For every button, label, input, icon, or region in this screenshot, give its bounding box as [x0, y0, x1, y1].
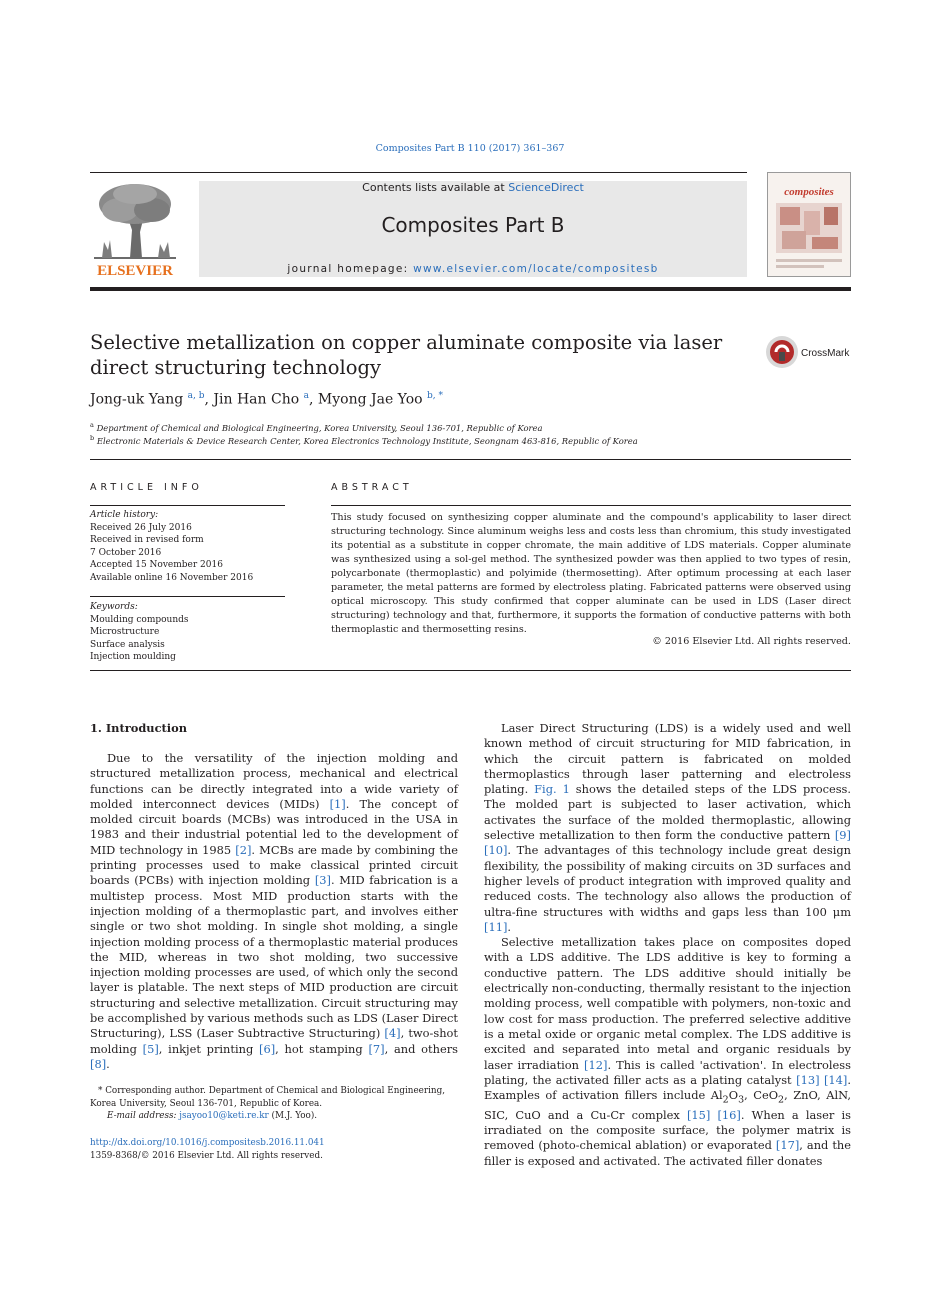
contents-line — [199, 181, 747, 194]
subscript: 2 — [722, 1094, 729, 1106]
text-run: shows the detailed steps of the LDS process. The molded part is subjected to laser activation, which activates the surface of the molded thermoplastic, allowing selective metallization to then form the conductive pattern — [484, 782, 852, 843]
subscript: 2 — [778, 1094, 785, 1106]
affiliation-key: a — [90, 421, 94, 429]
email-line — [90, 1110, 458, 1123]
text-run: , inkjet printing — [158, 1041, 260, 1056]
cover-title: composites — [784, 186, 834, 198]
affiliation-key: b — [90, 434, 95, 442]
figure-link[interactable]: Fig. 1 — [534, 782, 570, 797]
citation-link[interactable]: [11] — [484, 919, 508, 934]
text-run: . The advantages of this technology include great design flexibility, the possibility of making circuits on 3D surfaces and higher levels of product integration with improved quality and reduced costs. The technology also allows the production of ultra-fine structures with widths and gaps less than 100 μm — [484, 843, 851, 919]
email-link[interactable]: jsayoo10@keti.re.kr — [179, 1111, 269, 1121]
subscript: 3 — [738, 1094, 745, 1106]
text-run: , hot stamping — [275, 1041, 369, 1056]
homepage-line — [199, 263, 747, 275]
citation-link[interactable]: [8] — [90, 1056, 107, 1071]
abstract-bottom-rule — [90, 670, 851, 671]
history-item: Accepted 15 November 2016 — [90, 560, 223, 570]
keywords-rule — [90, 596, 285, 597]
article-info-heading: ARTICLE INFO — [90, 482, 203, 493]
citation-link[interactable]: [5] — [142, 1041, 159, 1056]
citation-link[interactable]: [7] — [368, 1041, 385, 1056]
elsevier-wordmark: ELSEVIER — [97, 263, 173, 278]
citation-link[interactable]: [2] — [235, 842, 252, 857]
article-info-rule — [90, 505, 285, 506]
keyword-item: Surface analysis — [90, 639, 165, 650]
history-item: Received 26 July 2016 — [90, 522, 192, 533]
crossmark-icon — [765, 334, 855, 370]
author-affil-mark[interactable]: a — [303, 391, 309, 401]
text-run: . This is called 'activation'. In electroless plating, the activated filler acts as a plating catalyst — [484, 1057, 851, 1087]
citation-link[interactable]: [9] [10] — [484, 828, 851, 858]
history-label: Article history: — [90, 510, 159, 520]
text-run: Due to the versatility of the injection molding and structured metallization process, mechanical and electrical functions can be directly integrated into a wide variety of molded interconnect devices (MIDs) — [90, 751, 458, 811]
keyword-item: Microstructure — [90, 627, 160, 637]
crossmark-badge[interactable] — [765, 334, 855, 370]
article-history — [90, 509, 290, 584]
section-heading-introduction: 1. Introduction — [90, 721, 187, 735]
body-column-right — [484, 721, 851, 1169]
corresponding-author-note: * Corresponding author. Department of Chemical and Biological Engineering, Korea University, Seoul 136-701, Republic of Korea. — [90, 1086, 445, 1109]
citation-link[interactable]: [15] [16] — [686, 1107, 741, 1122]
text-run: Selective metallization takes place on composites doped with a LDS additive. The LDS additive is key to forming a conductive pattern. The LDS additive should initially be electrically non-conducting, thermally resistant to the injection molding process, well compatible with polymers, non-toxic and low cost for mass production. The preferred selective additive is a metal oxide or organic metal complex. The LDS additive is excited and separated into metal and organic residuals by laser irradiation — [484, 935, 851, 1072]
email-suffix: (M.J. Yoo). — [268, 1111, 318, 1121]
text-run: , and others — [384, 1041, 458, 1056]
keyword-item: Injection moulding — [90, 652, 176, 662]
author-name[interactable]: Jin Han Cho — [213, 391, 300, 408]
citation-link[interactable]: [3] — [314, 873, 331, 888]
text-run: . When a laser is irradiated on the composite surface, the polymer matrix is removed (photo-chemical ablation) or evaporated — [484, 1107, 851, 1153]
text-run: , and the filler is exposed and activated. The activated filler donates — [484, 1138, 852, 1168]
citation-link[interactable]: [13] [14] — [796, 1072, 848, 1087]
intro-paragraph-3 — [484, 935, 851, 1169]
doi-link[interactable]: http://dx.doi.org/10.1016/j.compositesb.2016.11.041 — [90, 1138, 325, 1148]
text-run: , two-shot molding — [90, 1026, 458, 1056]
citation-link[interactable]: [6] — [259, 1041, 276, 1056]
issn-line: 1359-8368/© 2016 Elsevier Ltd. All rights reserved. — [90, 1150, 323, 1161]
intro-paragraph-2 — [484, 721, 851, 935]
title-bottom-rule — [90, 459, 851, 460]
author-name[interactable]: Myong Jae Yoo — [317, 391, 423, 408]
citation-link[interactable]: [1] — [329, 796, 346, 811]
text-run: . — [106, 1056, 110, 1071]
author-affil-mark[interactable]: a, b — [187, 391, 205, 401]
body-column-left — [90, 751, 458, 1072]
intro-paragraph-1 — [90, 751, 458, 1072]
affiliation-text: Department of Chemical and Biological Engineering, Korea University, Seoul 136-701, Republic of Korea — [96, 422, 543, 433]
history-item: Received in revised form — [90, 535, 204, 545]
text-run: . — [507, 919, 512, 934]
abstract-text: This study focused on synthesizing copper aluminate and the compound's applicability to laser direct structuring technology. Since aluminum weighs less and costs less than chromium, this study investigated its potential as a substitute in copper chromate, the main additive of LDS materials. Copper aluminate was synthesized using a sol-gel method. The synthesized powder was then applied to two types of resin, polycarbonate (thermoplastic) and polyimide (thermosetting). After optimum processing at each laser parameter, the metal patterns are formed by electroless plating. Fabricated patterns were observed using optical microscopy. This study confirmed that copper aluminate can be used in LDS (Laser direct structuring) technology and that, furthermore, it supports the formation of conductive patterns with both thermoplastic and thermosetting resins. — [331, 512, 851, 635]
abstract-rule — [331, 505, 851, 506]
sciencedirect-link[interactable]: ScienceDirect — [508, 181, 584, 194]
text-run: . MID fabrication is a multistep process. Most MID production starts with the injection molding of a thermoplastic part, and involves either single or two shot molding. In single shot molding, a single injection molding process of a thermoplastic material produces the MID, whereas in two shot molding, two successive injection molding processes are used, of which only the second layer is platable. The next steps of MID production are circuit structuring and selective metallization. Circuit structuring may be accomplished by various methods such as LDS (Laser Direct Structuring), LSS (Laser Subtractive Structuring) — [90, 873, 458, 1041]
text-run: , ZnO, AlN, SIC, CuO and a Cu-Cr complex — [484, 1088, 852, 1122]
history-item: Available online 16 November 2016 — [90, 572, 254, 583]
homepage-link[interactable]: www.elsevier.com/locate/compositesb — [413, 263, 659, 275]
email-label: E-mail address: — [107, 1111, 180, 1121]
abstract-heading: ABSTRACT — [331, 482, 413, 493]
contents-prefix: Contents lists available at — [362, 181, 509, 194]
header-top-rule — [90, 172, 747, 173]
text-run: , CeO — [744, 1088, 779, 1103]
text-run: . MCBs are made by combining the printing processes used to make classical printed circuit boards (PCBs) with injection molding — [90, 842, 458, 888]
citation-link[interactable]: [4] — [384, 1026, 401, 1041]
keywords-label: Keywords: — [90, 602, 138, 612]
text-run: O — [728, 1088, 739, 1103]
doi-block — [90, 1137, 325, 1162]
history-item: 7 October 2016 — [90, 547, 162, 558]
affiliation-text: Electronic Materials & Device Research Center, Korea Electronics Technology Institute, Seongnam 463-816, Republic of Korea — [96, 435, 638, 446]
text-run: Laser Direct Structuring (LDS) is a widely used and well known method of circuit structuring for MID fabrication, in which the circuit pattern is fabricated on molded thermoplastics through laser patterning and electroless plating. — [484, 721, 851, 797]
article-title: Selective metallization on copper aluminate composite via laser direct structuring technology — [90, 331, 723, 379]
author-list: Jong-uk Yang $^{a, b}$, Jin Han Cho $^a$, Myong Jae Yoo $^{b, *}$ — [90, 391, 444, 408]
corresponding-author-footnote — [90, 1085, 458, 1123]
author-name[interactable]: Jong-uk Yang — [90, 391, 184, 408]
elsevier-tree-logo — [90, 180, 180, 278]
keyword-item: Moulding compounds — [90, 614, 189, 625]
text-run: . Examples of activation fillers include Al — [484, 1072, 851, 1103]
journal-citation-link[interactable]: Composites Part B 110 (2017) 361–367 — [375, 143, 565, 154]
citation-link[interactable]: [12] — [584, 1057, 608, 1072]
journal-cover-thumbnail[interactable] — [767, 172, 851, 277]
header-bottom-rule — [90, 287, 851, 291]
keywords — [90, 601, 290, 664]
author-affil-mark[interactable]: b, * — [427, 391, 444, 401]
cover-image — [768, 173, 850, 276]
abstract-copyright: © 2016 Elsevier Ltd. All rights reserved. — [652, 636, 851, 647]
crossmark-label: CrossMark — [801, 348, 850, 359]
text-run: . The concept of molded circuit boards (MCBs) was introduced in the USA in 1983 and their industrial potential led to the development of MID technology in 1985 — [90, 796, 458, 857]
citation-link[interactable]: [17] — [775, 1138, 800, 1153]
affiliation-a — [90, 421, 542, 433]
journal-title: Composites Part B — [381, 213, 565, 237]
homepage-prefix: journal homepage: — [287, 263, 414, 275]
affiliation-b — [90, 434, 638, 446]
